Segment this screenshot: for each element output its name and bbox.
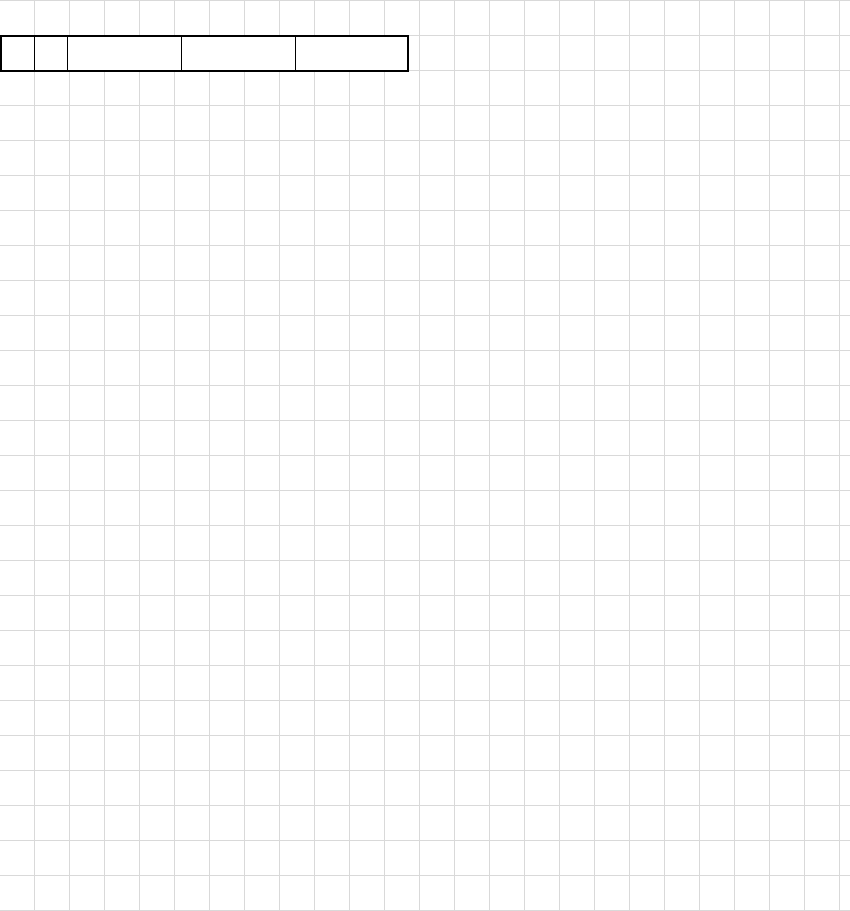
page-title	[72, 6, 372, 32]
header-waku	[1, 36, 34, 71]
header-horse-name	[67, 36, 181, 71]
header-broodmare-sire	[295, 36, 408, 71]
header-number	[34, 36, 67, 71]
entry-table	[0, 35, 409, 72]
header-sire	[181, 36, 295, 71]
entry-table-header	[1, 36, 408, 71]
